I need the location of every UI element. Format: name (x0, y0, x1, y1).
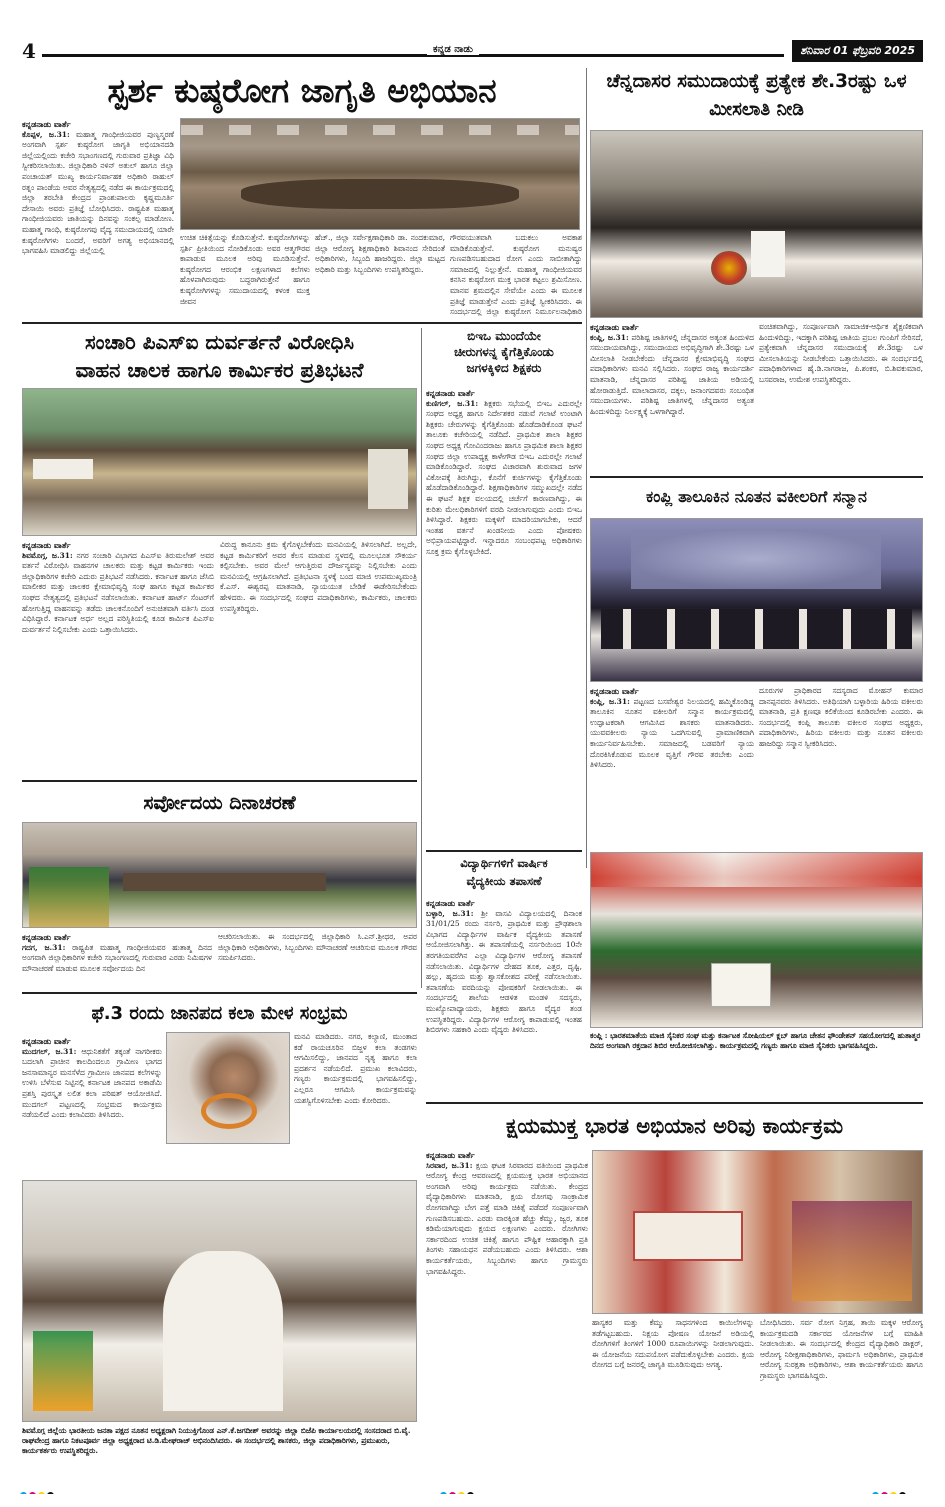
story4-headline-line3: ಜಗಳಕ್ಕಿಳಿದ ಶಿಕ್ಷಕರು (466, 361, 542, 375)
story9-col1 (426, 1150, 588, 1472)
photo-sarvodaya-table (123, 873, 326, 891)
photo-memorandum-flowers (711, 251, 747, 285)
story5-col1 (590, 686, 754, 786)
photo-blood-donation (590, 852, 923, 1028)
story4-headline-box (426, 328, 582, 384)
story1-col2 (180, 233, 310, 319)
story9-text-3: ಬೋಧಿಸಿದರು. ಸರ್ವ ರೋಗ ನಿಗ್ರಹ, ತಾಯಿ ಮಕ್ಕಳ ಆರೋಗ್ಯ ಕಾರ್ಯಕ್ರಮದಡಿ ಸರ್ಕಾರದ ಯೋಜನೆಗಳ ಬಗ್ಗೆ ಮಾಹಿತಿ ನೀಡಲಾಯಿತು. ಈ ಸಂದರ್ಭದಲ್ಲಿ ಕೇಂದ್ರದ ವೈದ್ಯಾಧಿಕಾರಿ ಡಾಕ್ಟರ್, ಆರೋಗ್ಯ ನಿರೀಕ್ಷಣಾಧಿಕಾರಿಗಳು, ಫಾರ್ಮಸಿ ಅಧಿಕಾರಿಗಳು, ಪ್ರಾಥಮಿಕ ಆರೋಗ್ಯ ಸುರಕ್ಷತಾ ಅಧಿಕಾರಿಗಳು, ಆಶಾ ಕಾರ್ಯಕರ್ತೆಯರು ಹಾಗೂ ಗ್ರಾಮಸ್ಥರು ಭಾಗವಹಿಸಿದ್ದರು. (760, 1318, 923, 1380)
registration-dots-right (872, 1484, 932, 1494)
photo-memorandum (590, 130, 923, 318)
dot-magenta (881, 1492, 888, 1494)
story9-text-2: ಹಾಸ್ಯಕರ ಮತ್ತು ಕೆಮ್ಮು ಸಾಧನಗಳಿಂದ ಕಾಯಿಲೆಗಳನ್ನು ತಡೆಗಟ್ಟಬಹುದು. ನಿಕ್ಷಯ ಪೋಷಣ ಯೋಜನೆ ಅಡಿಯಲ್ಲಿ ರೋಗಿಗಳಿಗೆ ತಿಂಗಳಿಗೆ 1000 ರೂಪಾಯಿಗಳನ್ನು ನೀಡಲಾಗುವುದು. ಈ ಯೋಜನೆಯ ಸದುಪಯೋಗ ಪಡೆದುಕೊಳ್ಳಬೇಕು ಎಂದರು. ಕ್ಷಯ ರೋಗದ ಬಗ್ಗೆ ಜನರಲ್ಲಿ ಜಾಗೃತಿ ಮೂಡಿಸುವುದು ಅಗತ್ಯ. (592, 1318, 754, 1370)
column-divider-2 (421, 328, 422, 988)
photo-protest (22, 388, 417, 536)
story2-headline: ಚೆನ್ನದಾಸರ ಸಮುದಾಯಕ್ಕೆ ಪ್ರತ್ಯೇಕ ಶೇ.3ರಷ್ಟು ಒಳ ಮೀಸಲಾತಿ ನೀಡಿ (606, 71, 907, 120)
story8-text-1: ಆಧುನಿಕತೆಗೆ ತಕ್ಕಂತೆ ನಾಗರೀಕರು ಬದಲಾಗಿ ಪ್ರಾಚೀನ ಕಾಲದಿಂದಲೂ ಗ್ರಾಮೀಣ ಭಾಗದ ಜನಸಾಮಾನ್ಯರ ಮನಸೆಳೆದ ಗ್ರಾಮೀಣ ಜಾನಪದ ಕಲೆಗಳನ್ನು ಉಳಿಸಿ ಬೆಳೆಸುವ ನಿಟ್ಟಿನಲ್ಲಿ ಕರ್ನಾಟಕ ಜಾನಪದ ಅಕಾಡೆಮಿ ಪ್ರಶಸ್ತಿ ಪುರಸ್ಕೃತ ಲಲಿತ ಕಲಾ ಪರಿಷತ್ ಆಯೋಜಿಸಿದೆ. ಮುದಗಲ್ ಪಟ್ಟಣದಲ್ಲಿ ಸಂಭ್ರಮದ ಕಾರ್ಯಕ್ರಮ ನಡೆಯಲಿದೆ ಎಂದು ಕಲಾವಿದರು ತಿಳಿಸಿದರು. (22, 1046, 162, 1120)
story2-dateline: ಕಂಪ್ಲಿ, ಜ.31: (590, 332, 629, 342)
story4-text-1: ಶಿಕ್ಷಕರು ಸಭೆಯಲ್ಲಿ ಬಿಇಒ ಎದುರಲ್ಲೇ ಸಂಘದ ಅಧ್ಯಕ್ಷ ಹಾಗೂ ನಿರ್ದೇಶಕರ ನಡುವೆ ಗಲಾಟೆ ಉಂಟಾಗಿ ಶಿಕ್ಷಕರು ಚೇರುಗಳನ್ನು ಕೈಗೆತ್ತಿಕೊಂಡು ಹೊಡೆದಾಡಿಕೊಂಡ ಘಟನೆ ತಾಲೂಕು ಕಚೇರಿಯಲ್ಲಿ ನಡೆದಿದೆ. ಪ್ರಾಥಮಿಕ ಶಾಲಾ ಶಿಕ್ಷಕರ ಸಂಘದ ಅಧ್ಯಕ್ಷ ಗೋವಿಂದರಾಜು ಹಾಗೂ ಪ್ರಾಥಮಿಕ ಶಾಲಾ ಶಿಕ್ಷಕರ ಸಂಘದ ಜಿಲ್ಲಾ ಉಪಾಧ್ಯಕ್ಷ ಕಾಳೇಗೌಡ ಬಿಇಒ ಎದುರಲ್ಲೇ ಗಲಾಟೆ ಮಾಡಿಕೊಂಡಿದ್ದಾರೆ. ಸಂಘದ ವಿಚಾರವಾಗಿ ಶುರುವಾದ ಜಗಳ ವಿಕೋಪಕ್ಕೆ ತಿರುಗಿದ್ದು, ಕೊನೆಗೆ ಕುರ್ಚಿಗಳನ್ನು ಕೈಗೆತ್ತಿಕೊಂಡು ಹೊಡೆದಾಡಿಕೊಂಡಿದ್ದಾರೆ. ಶಿಕ್ಷಣಾಧಿಕಾರಿಗಳ ಸಮ್ಮುಖದಲ್ಲೇ ನಡೆದ ಈ ಘಟನೆ ಶಿಕ್ಷಕ ವಲಯದಲ್ಲಿ ಚರ್ಚೆಗೆ ಕಾರಣವಾಗಿದ್ದು, ಈ ಕುರಿತು ಮೇಲಧಿಕಾರಿಗಳಿಗೆ ವರದಿ ನೀಡಲಾಗುವುದು ಎಂದು ಬಿಇಒ ತಿಳಿಸಿದ್ದಾರೆ. ಶಿಕ್ಷಕರು ಮಕ್ಕಳಿಗೆ ಮಾದರಿಯಾಗಬೇಕು, ಆದರೆ ಇಂತಹ ವರ್ತನೆ ಖಂಡನೀಯ ಎಂದು ಪೋಷಕರು ಅಭಿಪ್ರಾಯಪಟ್ಟಿದ್ದಾರೆ. ಇನ್ನಾದರೂ ಸಂಬಂಧಪಟ್ಟ ಅಧಿಕಾರಿಗಳು ಸೂಕ್ತ ಕ್ರಮ ಕೈಗೊಳ್ಳಬೇಕಿದೆ. (426, 398, 582, 556)
story8-col2 (294, 1032, 417, 1176)
story1-byline: ಕನ್ನಡನಾಡು ವಾರ್ತೆ (22, 119, 71, 129)
dot-black (467, 1492, 474, 1494)
story1-text-2: ಗೌರವಯುತವಾಗಿ ಬದುಕಲು ಅವಕಾಶ ಮಾಡಿಕೊಡುತ್ತೇನೆ. ಕುಷ್ಠರೋಗ ಮನುಷ್ಯರ ಗುಣಪಡಿಸಬಹುದಾದ ರೋಗ ಎಂದು ಸಾಬೀತಾಗಿದ್ದು ಸಮಾಜದಲ್ಲಿ ನಿಲ್ಲುತ್ತೇನೆ. ಮಹಾತ್ಮ ಗಾಂಧೀಜಿಯವರ ಕನಸಿನ ಕುಷ್ಠರೋಗ ಮುಕ್ತ ಭಾರತ ಕಟ್ಟಲು ಶ್ರಮಿಸೋಣ. ಮಾನವ ಶ್ರಮದಲ್ಲಿನ ಸೇವೆಯೇ ಎಂದು ಈ ಮೂಲಕ ಪ್ರತಿಜ್ಞೆ ಮಾಡುತ್ತೇನೆ ಎಂದು ಪ್ರತಿಜ್ಞೆ ಸ್ವೀಕರಿಸಿದರು. ಈ ಸಂದರ್ಭದಲ್ಲಿ ಜಿಲ್ಲಾ ಕುಷ್ಠರೋಗ ನಿರ್ಮೂಲನಾಧಿಕಾರಿ (450, 233, 582, 317)
photo-protest-banner (33, 459, 93, 479)
story5-col2 (759, 686, 923, 846)
story1-dateline: ಕೊಪ್ಪಳ, ಜ.31: (22, 129, 70, 139)
story2-text-1: ಪರಿಶಿಷ್ಟ ಜಾತಿಗಳಲ್ಲಿ ಚೆನ್ನದಾಸರ ಅತ್ಯಂತ ಹಿಂದುಳಿದ ಸಮುದಾಯವಾಗಿದ್ದು, ಸಮುದಾಯದ ಅಭಿವೃದ್ಧಿಗಾಗಿ ಶೇ.3ರಷ್ಟು ಒಳ ಮೀಸಲಾತಿ ನೀಡಬೇಕೆಂದು ಚೆನ್ನದಾಸರ ಕ್ಷೇಮಾಭಿವೃದ್ಧಿ ಸಂಘದ ಪದಾಧಿಕಾರಿಗಳು ಮನವಿ ಸಲ್ಲಿಸಿದರು. ಸಂಘದ ರಾಜ್ಯ ಕಾರ್ಯದರ್ಶಿ ಮಾತನಾಡಿ, ಚೆನ್ನದಾಸರ ಪರಿಶಿಷ್ಟ ಜಾತಿಯ ಅಡಿಯಲ್ಲಿ ಹೋರಾಡುತ್ತಿದೆ. ಮಾಲಾದಾಸರ, ದಕ್ಕಲ, ಜನಾಂಗದವರು ಸಂಬಂಧಿತ ಸಮುದಾಯಗಳು. ಪರಿಶಿಷ್ಟ ಜಾತಿಗಳಲ್ಲಿ ಚೆನ್ನದಾಸರ ಅತ್ಯಂತ ಹಿಂದುಳಿದಿದ್ದು ನಿರ್ಲಕ್ಷ್ಯಕ್ಕೆ ಒಳಗಾಗಿದ್ದಾರೆ. (590, 332, 754, 416)
story8-headline: ಫೆ.3 ರಂದು ಜಾನಪದ ಕಲಾ ಮೇಳ ಸಂಭ್ರಮ (91, 1003, 348, 1024)
caption-blood-donation: ಕಂಪ್ಲಿ : ಭಾರತಮಾತೆಯ ಮಾಜಿ ಸೈನಿಕರ ಸಂಘ ಮತ್ತು ಕರ್ನಾಟಕ ಸೋಷಿಯಲ್ ಕ್ಲಬ್ ಹಾಗೂ ಚೇತನ ಫೌಂಡೇಶನ್ ಸಹಯೋಗದಲ್ಲಿ ಹುತಾತ್ಮರ ದಿನದ ಅಂಗವಾಗಿ ರಕ್ತದಾನ ಶಿಬಿರ ಆಯೋಜಿಸಲಾಗಿತ್ತು. ಕಾರ್ಯಕ್ರಮದಲ್ಲಿ ಗಣ್ಯರು ಹಾಗೂ ಮಾಜಿ ಸೈನಿಕರು ಭಾಗವಹಿಸಿದ್ದರು. (590, 1031, 921, 1051)
dot-cyan (440, 1492, 447, 1494)
story4-dateline: ಕುಣಿಗಲ್, ಜ.31: (426, 398, 479, 408)
story1-col1 (22, 119, 174, 319)
date-box (784, 40, 923, 62)
story4-headline-line2: ಚೀರುಗಳನ್ನ ಕೈಗೆತ್ತಿಕೊಂಡು (454, 345, 554, 359)
story9-headline: ಕ್ಷಯಮುಕ್ತ ಭಾರತ ಅಭಿಯಾನ ಅರಿವು ಕಾರ್ಯಕ್ರಮ (505, 1114, 844, 1138)
story9-byline: ಕನ್ನಡನಾಡು ವಾರ್ತೆ (426, 1150, 475, 1160)
story8-text-2: ಮನವಿ ಮಾಡಿದರು. ನಗರ, ಕಲ್ಯಾಣಿ, ಮುಂತಾದ ಕಡೆ ರಾಯಚೂರಿನ ಬಿಜ್ಜಳ ಕಲಾ ತಂಡಗಳು ಆಗಮಿಸಲಿದ್ದು, ಜಾನಪದ ನೃತ್ಯ ಹಾಗೂ ಕಲಾ ಪ್ರದರ್ಶನ ನಡೆಯಲಿದೆ. ಪ್ರಮುಖ ಕಲಾವಿದರು, ಗಣ್ಯರು ಕಾರ್ಯಕ್ರಮದಲ್ಲಿ ಭಾಗವಹಿಸಲಿದ್ದು, ಎಲ್ಲರೂ ಆಗಮಿಸಿ ಕಾರ್ಯಕ್ರಮವನ್ನು ಯಶಸ್ವಿಗೊಳಿಸಬೇಕು ಎಂದು ಕೋರಿದರು. (294, 1032, 417, 1105)
page-number: 4 (22, 40, 42, 62)
story5-text-1: ಪಟ್ಟಣದ ಬಸವೇಶ್ವರ ನಿಲಯದಲ್ಲಿ ಹಮ್ಮಿಕೊಂಡಿದ್ದ ತಾಲೂಕಿನ ನೂತನ ವಕೀಲರಿಗೆ ಸನ್ಮಾನ ಕಾರ್ಯಕ್ರಮದಲ್ಲಿ ಉದ್ಘಾಟಕರಾಗಿ ಆಗಮಿಸಿದ ಶಾಸಕರು ಮಾತನಾಡಿದರು. ಯುವವಕೀಲರು ನ್ಯಾಯ ಒದಗಿಸುವಲ್ಲಿ ಪ್ರಾಮಾಣಿಕವಾಗಿ ಕಾರ್ಯನಿರ್ವಹಿಸಬೇಕು. ಸಮಾಜದಲ್ಲಿ ಬಡವರಿಗೆ ನ್ಯಾಯ ದೊರಕಿಸಿಕೊಡುವ ಮೂಲಕ ವೃತ್ತಿಗೆ ಗೌರವ ತರಬೇಕು ಎಂದು ತಿಳಿಸಿದರು. (590, 696, 754, 770)
story6-text-2: ಆಚರಿಸಲಾಯಿತು. ಈ ಸಂದರ್ಭದಲ್ಲಿ ಜಿಲ್ಲಾಧಿಕಾರಿ ಸಿ.ಎನ್.ಶ್ರೀಧರ, ಅಪರ ಜಿಲ್ಲಾಧಿಕಾರಿ ಅಧಿಕಾರಿಗಳು, ಸಿಬ್ಬಂದಿಗಳು ಮೌನಾಚರಣೆ ಆಚರಿಸುವ ಮೂಲಕ ಗೌರವ ಸಮರ್ಪಿಸಿದರು. (218, 932, 417, 963)
story3-headline-box (22, 328, 417, 384)
story6-col2 (218, 932, 417, 988)
photo-sarvodaya-people (29, 867, 109, 927)
story6-headline: ಸರ್ವೋದಯ ದಿನಾಚರಣೆ (143, 792, 296, 814)
photo-blood-banner (591, 853, 922, 887)
story7-dateline: ಬಳ್ಳಾರಿ, ಜ.31: (426, 908, 474, 918)
story9-dateline: ಸಿರವಾರ, ಜ.31: (426, 1160, 473, 1170)
photo-folk-artist (166, 1032, 290, 1144)
story2-text-2: ವಂಚಿತವಾಗಿದ್ದು, ಸಂಪೂರ್ಣವಾಗಿ ಸಾಮಾಜಿಕ-ಆರ್ಥಿಕ ಶೈಕ್ಷಣಿಕವಾಗಿ ಹಿಂದುಳಿದಿದ್ದು, ಇದಕ್ಕಾಗಿ ಪರಿಶಿಷ್ಟ ಜಾತಿಯ ಪ್ರಬಲ ಗುಂಪಿಗೆ ಸೇರಿಸದೆ, ಪ್ರತ್ಯೇಕವಾಗಿ ಚೆನ್ನದಾಸರ ಸಮುದಾಯಕ್ಕೆ ಶೇ.3ರಷ್ಟು ಒಳ ಮೀಸಲಾತಿಯನ್ನು ನೀಡಬೇಕೆಂದು ಒತ್ತಾಯಿಸಿದರು. ಈ ಸಂದರ್ಭದಲ್ಲಿ ಪದಾಧಿಕಾರಿಗಳಾದ ಹೈ.ಡಿ.ನಾಗರಾಜ, ಪಿ.ಶಂಕರ, ಬಿ.ಶಿವಕುಮಾರ, ಬಸವರಾಜ, ಉಮೇಶ ಉಪಸ್ಥಿತರಿದ್ದರು. (759, 322, 923, 384)
masthead (22, 40, 923, 64)
story3-col2 (220, 540, 417, 774)
column-divider-1 (586, 68, 587, 868)
story6-byline: ಕನ್ನಡನಾಡು ವಾರ್ತೆ (22, 932, 71, 942)
story4-headline-line1: ಬಿಇಒ ಮುಂದೆಯೇ (467, 329, 541, 343)
divider-story2-story5 (590, 476, 923, 478)
story7-headline-line2: ವೈದ್ಯಕೀಯ ತಪಾಸಣೆ (466, 874, 542, 888)
dot-black (899, 1492, 906, 1494)
story3-byline: ಕನ್ನಡನಾಡು ವಾರ್ತೆ (22, 540, 71, 550)
divider-story7-story9 (426, 1102, 923, 1104)
registration-dots-left (20, 1484, 80, 1494)
story3-col1 (22, 540, 214, 774)
photo-folk-artist-garland (201, 1093, 257, 1129)
story9-col3 (760, 1318, 923, 1472)
photo-memorandum-paper (751, 231, 785, 277)
story3-text-1: ನಗರ ಸಂಚಾರಿ ವಿಭಾಗದ ಪಿಎಸ್‌ಐ ತಿರುಮಲೇಶ್ ಅವರ ವರ್ತನೆ ವಿರೋಧಿಸಿ ವಾಹನಗಳ ಚಾಲಕರು ಮತ್ತು ಕಟ್ಟಡ ಕಾರ್ಮಿಕರು ಇಂದು ಜಿಲ್ಲಾಧಿಕಾರಿಗಳ ಕಚೇರಿ ಎದುರು ಪ್ರತಿಭಟನೆ ನಡೆಸಿದರು. ಕರ್ನಾಟಕ ಹಾಗೂ ಜೆಸಿಬಿ ಮಾಲೀಕರ ಮತ್ತು ಚಾಲಕರ ಕ್ಷೇಮಾಭಿವೃದ್ಧಿ ಸಂಘ ಹಾಗೂ ಕಟ್ಟಡ ಕಾರ್ಮಿಕರ ಸಂಘದ ನೇತೃತ್ವದಲ್ಲಿ ಪ್ರತಿಭಟನೆ ನಡೆಸಲಾಯಿತು. ಕರ್ನಾಟಕ ಹಾರ್ಟ್ ಸೆಂಟರ್‌ಗೆ ಹೋಗುತ್ತಿದ್ದ ವಾಹನವನ್ನು ತಡೆದು ಚಾಲಕನೊಂದಿಗೆ ಅನುಚಿತವಾಗಿ ವರ್ತಿಸಿ ದಂಡ ವಿಧಿಸಿದ್ದಾರೆ. ಕರ್ನಾಟಕ ಅರ್ಧ ಅಲ್ಲದ ಪರಿಸ್ಥಿತಿಯಲ್ಲಿ ಕೂಡ ಕಾರ್ಮಿಕ ಪಿಎಸ್‌ಐ ದುರ್ವರ್ತನೆ ನಿಲ್ಲಿಸಬೇಕು ಎಂದು ಒತ್ತಾಯಿಸಿದರು. (22, 550, 214, 634)
story1-col5 (450, 233, 582, 319)
page-date: ಶನಿವಾರ 01 ಫೆಬ್ರವರಿ 2025 (792, 40, 923, 62)
story3-text-2: ವಿರುದ್ಧ ಕಾನೂನು ಕ್ರಮ ಕೈಗೊಳ್ಳಬೇಕೆಂದು ಮನವಿಯಲ್ಲಿ ತಿಳಿಸಲಾಗಿದೆ. ಅಲ್ಲದೇ, ಕಟ್ಟಡ ಕಾರ್ಮಿಕರಿಗೆ ಅವರ ಕೆಲಸ ಮಾಡುವ ಸ್ಥಳದಲ್ಲಿ ಮೂಲಭೂತ ಸೌಕರ್ಯ ಕಲ್ಪಿಸಬೇಕು. ಅವರ ಮೇಲೆ ಆಗುತ್ತಿರುವ ದೌರ್ಜನ್ಯವನ್ನು ನಿಲ್ಲಿಸಬೇಕು ಎಂದು ಮನವಿಯಲ್ಲಿ ಆಗ್ರಹಿಸಲಾಗಿದೆ. ಪ್ರತಿಭಟನಾ ಸ್ಥಳಕ್ಕೆ ಬಂದ ಮಾಜಿ ಉಪಮುಖ್ಯಮಂತ್ರಿ ಕೆ.ಎಸ್. ಈಶ್ವರಪ್ಪ ಮಾತನಾಡಿ, ನ್ಯಾಯಯುತ ಬೇಡಿಕೆ ಈಡೇರಿಸಬೇಕೆಂದು ಹೇಳಿದರು. ಈ ಸಂದರ್ಭದಲ್ಲಿ ಸಂಘದ ಪದಾಧಿಕಾರಿಗಳು, ಕಾರ್ಮಿಕರು, ಚಾಲಕರು ಉಪಸ್ಥಿತರಿದ್ದರು. (220, 540, 417, 613)
story4-col1 (426, 388, 582, 848)
dot-cyan (20, 1492, 27, 1494)
photo-blood-certificate (711, 963, 771, 1007)
story1-text-1: ಮಹಾತ್ಮ ಗಾಂಧೀಜಿಯವರ ಪುಣ್ಯಸ್ಮರಣೆ ಅಂಗವಾಗಿ ಸ್ಪರ್ಶ ಕುಷ್ಠರೋಗ ಜಾಗೃತಿ ಅಭಿಯಾನದಡಿ ಜಿಲ್ಲೆಯಲ್ಲಿಂದು ಕಚೇರಿ ಸಭಾಂಗಣದಲ್ಲಿ ಗುರುವಾರ ಪ್ರತಿಜ್ಞಾ ವಿಧಿ ಸ್ವೀಕರಿಸಲಾಯಿತು. ಜಿಲ್ಲಾಧಿಕಾರಿ ನಳಿನ್ ಅತುಲ್ ಹಾಗೂ ಜಿಲ್ಲಾ ಪಂಚಾಯತ್ ಮುಖ್ಯ ಕಾರ್ಯನಿರ್ವಾಹಕ ಅಧಿಕಾರಿ ರಾಹುಲ್ ರತ್ನಂ ಪಾಂಡೆಯ ಅವರ ನೇತೃತ್ವದಲ್ಲಿ ನಡೆದ ಈ ಕಾರ್ಯಕ್ರಮದಲ್ಲಿ ಜಿಲ್ಲಾ ತರಬೇತಿ ಕೇಂದ್ರದ ಪ್ರಾಂಶುಪಾಲರು ಕೃಷ್ಣಮೂರ್ತಿ ದೇಸಾಯಿ ಅವರು ಪ್ರತಿಜ್ಞೆ ಬೋಧಿಸಿದರು. ರಾಷ್ಟ್ರಪಿತ ಮಹಾತ್ಮ ಗಾಂಧೀಜಿಯವರು ಜಾತಿಯನ್ನು ದಿನವನ್ನು ಸಂಕಲ್ಪ ಮಾಡೋಣ. ಮಹಾತ್ಮ ಗಾಂಧಿ, ಕುಷ್ಠರೋಗವು ವೈದ್ಯ ಸಮುದಾಯದಲ್ಲಿ ಯಾರೇ ಕುಷ್ಠರೋಗಿಗಳು ಬಂದರೆ, ಅವರಿಗೆ ಅಗತ್ಯ ಅಭಿಯಾನದಲ್ಲಿ ಭಾಗವಹಿಸಿ ಮಾಡಲಿದ್ದು ಜಿಲ್ಲೆಯಲ್ಲಿ (22, 129, 174, 256)
dot-yellow (38, 1492, 45, 1494)
divider-story1-story3 (22, 322, 582, 324)
story7-headline-line1: ವಿದ್ಯಾರ್ಥಿಗಳಿಗೆ ವಾರ್ಷಿಕ (460, 856, 548, 870)
story8-col1 (22, 1036, 162, 1176)
story1-col3 (315, 233, 445, 319)
story5-dateline: ಕಂಪ್ಲಿ, ಜ.31: (590, 696, 630, 706)
photo-protest-banner-2 (368, 449, 408, 509)
photo-meeting-table (241, 179, 519, 209)
story1-headline: ಸ್ಪರ್ಶ ಕುಷ್ಠರೋಗ ಜಾಗೃತಿ ಅಭಿಯಾನ (107, 71, 497, 110)
story8-byline: ಕನ್ನಡನಾಡು ವಾರ್ತೆ (22, 1036, 71, 1046)
photo-lawyers-row (601, 609, 912, 649)
story4-byline: ಕನ್ನಡನಾಡು ವಾರ್ತೆ (426, 388, 475, 398)
dot-black (47, 1492, 54, 1494)
story2-col2 (759, 322, 923, 470)
photo-bjp-shawl (33, 1331, 93, 1411)
photo-sarvodaya (22, 822, 417, 928)
story2-byline: ಕನ್ನಡನಾಡು ವಾರ್ತೆ (590, 322, 639, 332)
story5-byline: ಕನ್ನಡನಾಡು ವಾರ್ತೆ (590, 686, 639, 696)
story7-text-1: ಶ್ರೀ ವಾಸವಿ ವಿದ್ಯಾಲಯದಲ್ಲಿ ದಿನಾಂಕ 31/01/25 ರಂದು ನರ್ಸರಿ, ಪ್ರಾಥಮಿಕ ಮತ್ತು ಪ್ರೌಢಶಾಲಾ ವಿಭಾಗದ ವಿದ್ಯಾರ್ಥಿಗಳ ವಾರ್ಷಿಕ ವೈದ್ಯಕೀಯ ತಪಾಸಣೆ ಆಯೋಜಿಸಲಾಗಿತ್ತು. ಈ ತಪಾಸಣೆಯಲ್ಲಿ ನರ್ಸರಿಯಿಂದ 10ನೇ ತರಗತಿಯವರೆಗಿನ ಎಲ್ಲಾ ವಿದ್ಯಾರ್ಥಿಗಳ ಆರೋಗ್ಯ ತಪಾಸಣೆ ನಡೆಸಲಾಯಿತು. ವಿದ್ಯಾರ್ಥಿಗಳ ದೇಹದ ತೂಕ, ಎತ್ತರ, ದೃಷ್ಟಿ, ಹಲ್ಲು, ಹೃದಯ ಮತ್ತು ಶ್ವಾಸಕೋಶದ ಪರೀಕ್ಷೆ ನಡೆಸಲಾಯಿತು. ತಪಾಸಣೆಯ ವರದಿಯನ್ನು ಪೋಷಕರಿಗೆ ನೀಡಲಾಯಿತು. ಈ ಸಂದರ್ಭದಲ್ಲಿ ಶಾಲೆಯ ಆಡಳಿತ ಮಂಡಳಿ ಸದಸ್ಯರು, ಮುಖ್ಯೋಪಾಧ್ಯಾಯರು, ಶಿಕ್ಷಕರು ಹಾಗೂ ವೈದ್ಯರ ತಂಡ ಉಪಸ್ಥಿತರಿದ್ದರು. ವಿದ್ಯಾರ್ಥಿಗಳ ಆರೋಗ್ಯ ಕಾಪಾಡುವಲ್ಲಿ ಇಂತಹ ಶಿಬಿರಗಳು ಸಹಕಾರಿ ಎಂದು ವೈದ್ಯರು ತಿಳಿಸಿದರು. (426, 908, 582, 1035)
photo-lawyers-backdrop (631, 529, 881, 589)
dot-magenta (29, 1492, 36, 1494)
story5-text-2: ದೂರುಗಳ ಪ್ರಾಧಿಕಾರದ ಸದಸ್ಯರಾದ ಮೋಹನ್ ಕುಮಾರ ದಾನಪ್ಪನವರು ತಿಳಿಸಿದರು. ಅತಿಥಿಯಾಗಿ ಬಳ್ಳಾರಿಯ ಹಿರಿಯ ವಕೀಲರು ಮಾತನಾಡಿ, ಪ್ರತಿ ಕ್ಷಣವೂ ಕಲಿಕೆಯಿಂದ ಕೂಡಿರಬೇಕು ಎಂದರು. ಈ ಸಂದರ್ಭದಲ್ಲಿ ಕಂಪ್ಲಿ ತಾಲೂಕು ವಕೀಲರ ಸಂಘದ ಅಧ್ಯಕ್ಷರು, ಪದಾಧಿಕಾರಿಗಳು, ಹಿರಿಯ ವಕೀಲರು ಮತ್ತು ನೂತನ ವಕೀಲರು ಹಾಜರಿದ್ದು ಸನ್ಮಾನ ಸ್ವೀಕರಿಸಿದರು. (759, 686, 923, 748)
photo-tb-awareness (592, 1150, 923, 1314)
photo-meeting-ceiling-lights (181, 125, 579, 135)
story7-byline: ಕನ್ನಡನಾಡು ವಾರ್ತೆ (426, 898, 475, 908)
story5-headline: ಕಂಪ್ಲಿ ತಾಲೂಕಿನ ನೂತನ ವಕೀಲರಿಗೆ ಸನ್ಮಾನ (646, 487, 867, 506)
dot-cyan (872, 1492, 879, 1494)
story1-text-4: ಹೆಚ್., ಜಿಲ್ಲಾ ಸರ್ವೇಕ್ಷಣಾಧಿಕಾರಿ ಡಾ. ನಂದಕುಮಾರ, ಜಿಲ್ಲಾ ಆರೋಗ್ಯ ಶಿಕ್ಷಣಾಧಿಕಾರಿ ಶಿವಾನಂದ ಸೇರಿದಂತೆ ಅಧಿಕಾರಿಗಳು, ಸಿಬ್ಬಂದಿ ಹಾಜರಿದ್ದರು. ಜಿಲ್ಲಾ ಮಟ್ಟದ ಅಧಿಕಾರಿ ಮತ್ತು ಸಿಬ್ಬಂದಿಗಳು ಉಪಸ್ಥಿತರಿದ್ದರು. (315, 233, 445, 274)
registration-dots-center (440, 1484, 500, 1494)
dot-magenta (449, 1492, 456, 1494)
story3-headline-line1: ಸಂಚಾರಿ ಪಿಎಸ್‌ಐ ದುರ್ವರ್ತನೆ ವಿರೋಧಿಸಿ (84, 330, 355, 354)
story6-col1 (22, 932, 212, 988)
story3-headline-line2: ವಾಹನ ಚಾಲಕ ಹಾಗೂ ಕಾರ್ಮಿಕರ ಪ್ರತಿಭಟನೆ (75, 358, 364, 382)
story2-col1 (590, 322, 754, 470)
photo-bjp-felicitation (22, 1180, 417, 1422)
photo-bjp-person (163, 1251, 283, 1411)
story6-dateline: ಗದಗ, ಜ.31: (22, 942, 66, 952)
story9-text-1: ಕ್ಷಯ ಘಟಕ ಸಿರವಾರದ ವತಿಯಿಂದ ಪ್ರಾಥಮಿಕ ಆರೋಗ್ಯ ಕೇಂದ್ರ ಆವರಣದಲ್ಲಿ ಕ್ಷಯಮುಕ್ತ ಭಾರತ ಅಭಿಯಾನದ ಅಂಗವಾಗಿ ಅರಿವು ಕಾರ್ಯಕ್ರಮ ನಡೆಯಿತು. ಕೇಂದ್ರದ ವೈದ್ಯಾಧಿಕಾರಿಗಳು ಮಾತನಾಡಿ, ಕ್ಷಯ ರೋಗವು ಸಾಂಕ್ರಾಮಿಕ ರೋಗವಾಗಿದ್ದು ಬೇಗ ಪತ್ತೆ ಮಾಡಿ ಚಿಕಿತ್ಸೆ ಪಡೆದರೆ ಸಂಪೂರ್ಣವಾಗಿ ಗುಣಪಡಿಸಬಹುದು. ಎರಡು ವಾರಕ್ಕಿಂತ ಹೆಚ್ಚು ಕೆಮ್ಮು, ಜ್ವರ, ತೂಕ ಕಡಿಮೆಯಾಗುವುದು ಕ್ಷಯದ ಲಕ್ಷಣಗಳು ಎಂದರು. ರೋಗಿಗಳು ಸರ್ಕಾರದಿಂದ ಉಚಿತ ಚಿಕಿತ್ಸೆ ಹಾಗೂ ಪೌಷ್ಟಿಕ ಆಹಾರಕ್ಕಾಗಿ ಪ್ರತಿ ತಿಂಗಳು ಸಹಾಯಧನ ಪಡೆಯಬಹುದು ಎಂದು ತಿಳಿಸಿದರು. ಆಶಾ ಕಾರ್ಯಕರ್ತೆಯರು, ಸಿಬ್ಬಂದಿಗಳು ಹಾಗೂ ಗ್ರಾಮಸ್ಥರು ಭಾಗವಹಿಸಿದ್ದರು. (426, 1160, 588, 1276)
story7-col1 (426, 898, 582, 1098)
story1-text-3: ಉಚಿತ ಚಿಕಿತ್ಸೆಯನ್ನು ಕೊಡಿಸುತ್ತೇನೆ. ಕುಷ್ಠರೋಗಿಗಳನ್ನು ಸ್ಪರ್ಶಿ ಪ್ರೀತಿಯಿಂದ ನೋಡಿಕೊಂಡು ಅವರ ಆತ್ಮಗೌರವ ಕಾಪಾಡುವ ಮೂಲಕ ಅರಿವು ಮೂಡಿಸುತ್ತೇನೆ. ಕುಷ್ಠರೋಗದ ಆರಂಭಿಕ ಲಕ್ಷಣಗಳಾದ ಕಲೆಗಳು ಹೊಳಪಾಗಿರುವುದು ಬದ್ಧರಾಗಿರುತ್ತೇನೆ ಹಾಗೂ ಕುಷ್ಠರೋಗಿಗಳನ್ನು ಸಮುದಾಯದಲ್ಲಿ ಕಳಂಕ ಮುಕ್ತ ಜೀವನ (180, 233, 310, 306)
divider-story4-story7 (426, 850, 582, 852)
photo-meeting (180, 118, 580, 230)
divider-story6-story8 (22, 992, 417, 994)
paper-name: ಕನ್ನಡ ನಾಡು (427, 44, 479, 55)
photo-tb-people (792, 1201, 912, 1301)
story9-col2 (592, 1318, 754, 1472)
dot-yellow (890, 1492, 897, 1494)
story3-dateline: ಶಿವಮೊಗ್ಗ, ಜ.31: (22, 550, 73, 560)
caption-bjp-felicitation: ಶಿವಮೊಗ್ಗ ಜಿಲ್ಲೆಯ ಭಾರತೀಯ ಜನತಾ ಪಕ್ಷದ ನೂತನ ಅಧ್ಯಕ್ಷರಾಗಿ ನಿಯುಕ್ತಿಗೊಂಡ ಎನ್.ಕೆ.ಜಗದೀಶ್ ಅವರನ್ನು ಜಿಲ್ಲಾ ಬಿಜೆಪಿ ಕಾರ್ಯಾಲಯದಲ್ಲಿ ಸಂಸದರಾದ ಬಿ.ವೈ. ರಾಘವೇಂದ್ರ ಹಾಗೂ ನಿಕಟಪೂರ್ವ ಜಿಲ್ಲಾ ಅಧ್ಯಕ್ಷರಾದ ಟಿ.ಡಿ.ಮೇಘರಾಜ್ ಅಭಿನಂದಿಸಿದರು. ಈ ಸಂದರ್ಭದಲ್ಲಿ ಶಾಸಕರು, ಜಿಲ್ಲಾ ಪದಾಧಿಕಾರಿಗಳು, ಪ್ರಮುಖರು, ಕಾರ್ಯಕರ್ತರು ಉಪಸ್ಥಿತರಿದ್ದರು. (22, 1426, 411, 1456)
dot-yellow (458, 1492, 465, 1494)
story2-headline-box (590, 68, 923, 126)
divider-story3-story6 (22, 780, 417, 782)
story6-text-1: ರಾಷ್ಟ್ರಪಿತ ಮಹಾತ್ಮ ಗಾಂಧೀಜಿಯವರ ಹುತಾತ್ಮ ದಿನದ ಅಂಗವಾಗಿ ಜಿಲ್ಲಾಧಿಕಾರಿಗಳ ಕಚೇರಿ ಸಭಾಂಗಣದಲ್ಲಿ ಗುರುವಾರ ಎರಡು ನಿಮಿಷಗಳ ಮೌನಾಚರಣೆ ಮಾಡುವ ಮೂಲಕ ಸರ್ವೋದಯ ದಿನ (22, 942, 212, 973)
photo-lawyers (590, 518, 923, 682)
story7-headline-box (426, 854, 582, 894)
photo-tb-banner (633, 1211, 743, 1261)
story8-dateline: ಮುದಗಲ್, ಜ.31: (22, 1046, 77, 1056)
